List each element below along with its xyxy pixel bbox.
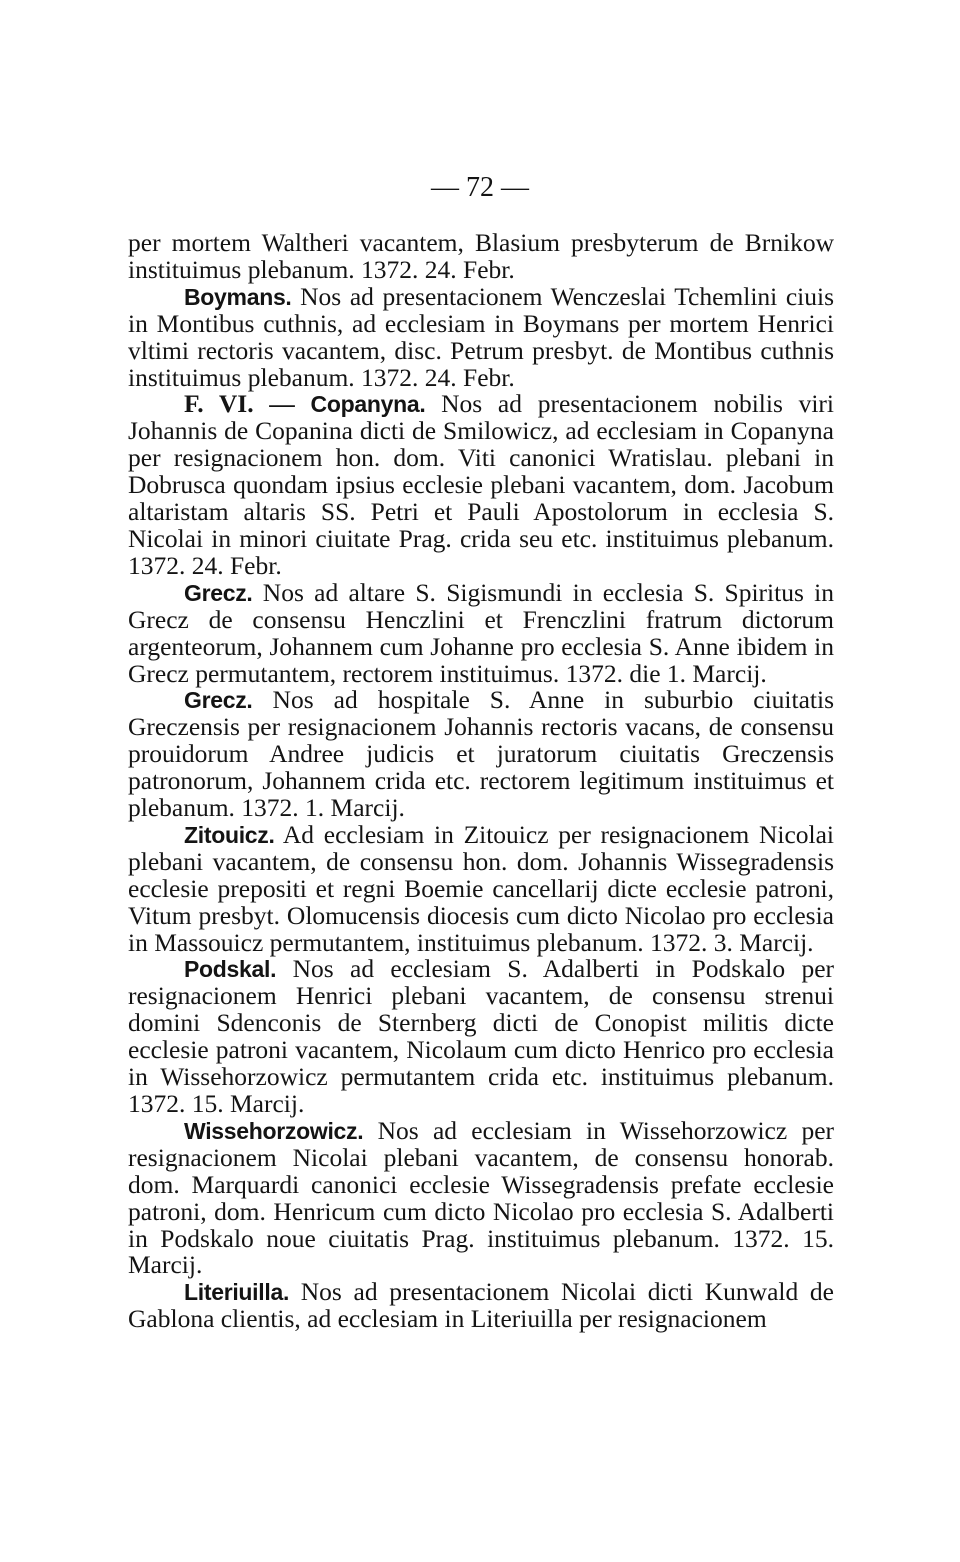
paragraph-text: Nos ad presentacionem nobilis viri Johannis de Copanina dicti de Smilowicz, ad ecclesiam in Copanyna per resignacionem hon. dom. Viti canonici Wratislau. plebani in Dobrusca quondam ipsius ecclesie plebani vacantem, dom. Jacobum altaristam altaris SS. Petri et Pauli Apostolorum in ecclesia S. Nicolai in minori ciuitate Prag. crida seu etc. instituimus plebanum. 1372. 24. Febr. — [128, 389, 834, 580]
paragraph-text: Ad ecclesiam in Zitouicz per resignacionem Nicolai plebani vacantem, de consensu hon. dom. Johannis Wissegradensis ecclesie prepositi et regni Boemie cancellarij dicte ecclesie patroni, Vitum presbyt. Olomucensis diocesis cum dicto Nicolao pro ecclesia in Massouicz permutantem, instituimus plebanum. 1372. 3. Marcij. — [128, 819, 834, 957]
paragraph — [128, 687, 834, 822]
body-text — [128, 230, 834, 1333]
paragraph — [128, 577, 835, 688]
paragraph — [128, 1115, 835, 1280]
entry-heading: Wissehorzowicz. — [184, 1117, 364, 1144]
paragraph-text: Nos ad presentacionem Wenczeslai Tchemlini ciuis in Montibus cuthnis, ad ecclesiam in Boymans per mortem Henrici vltimi rectoris vacantem, disc. Petrum presbyt. de Montibus cuthnis instituimus plebanum. 1372. 24. Febr. — [128, 281, 835, 392]
page-number: — 72 — — [431, 172, 529, 203]
paragraph-text: Nos ad presentacionem Nicolai dicti Kunwald de Gablona clientis, ad ecclesiam in Literiuilla per resignacionem — [128, 1277, 834, 1334]
paragraph-text: Nos ad hospitale S. Anne in suburbio ciuitatis Greczensis per resignacionem Johannis rectoris vacans, de consensu prouidorum Andree judicis et juratorum ciuitatis Greczensis patronorum, Johannem crida etc. rectorem legitimum instituimus et plebanum. 1372. 1. Marcij. — [128, 685, 834, 823]
entry-heading: Grecz. — [184, 687, 253, 714]
entry-heading: Podskal. — [184, 956, 277, 983]
paragraph — [128, 230, 834, 284]
paragraph — [128, 1279, 834, 1333]
paragraph — [128, 819, 834, 957]
entry-heading: Boymans. — [184, 283, 292, 310]
entry-heading: Zitouicz. — [184, 821, 275, 848]
paragraph-text: per mortem Waltheri vacantem, Blasium presbyterum de Brnikow instituimus plebanum. 1372. 24. Febr. — [128, 228, 834, 284]
paragraph — [128, 956, 834, 1117]
paragraph-text: Nos ad ecclesiam in Wissehorzowicz per resignacionem Nicolai plebani vacantem, de consensu honorab. dom. Marquardi canonici ecclesie Wissegradensis prefate ecclesie patroni, dom. Henricum cum dicto Nicolao pro ecclesia S. Adalberti in Podskalo noue ciuitatis Prag. instituimus plebanum. 1372. 15. Marcij. — [128, 1115, 835, 1280]
paragraph-text: Nos ad ecclesiam S. Adalberti in Podskalo per resignacionem Henrici plebani vacantem, de consensu strenui domini Sdenconis de Sternberg dicti de Conopist militis dicte ecclesie patroni vacantem, Nicolaum cum dicto Henrico pro ecclesia in Wissehorzowicz permutantem crida etc. instituimus plebanum. 1372. 15. Marcij. — [128, 954, 835, 1118]
section-marker: F. VI. — — [184, 389, 295, 419]
paragraph — [128, 391, 834, 579]
entry-heading: Copanyna. — [310, 391, 426, 418]
paragraph-text: Nos ad altare S. Sigismundi in ecclesia S. Spiritus in Grecz de consensu Henczlini et Frenczlini fratrum dictorum argenteorum, Johannem cum Johanne pro ecclesia S. Anne ibidem in Grecz permutantem, rectorem instituimus. 1372. die 1. Marcij. — [128, 577, 835, 688]
entry-heading: Grecz. — [184, 579, 253, 606]
paragraph — [128, 281, 835, 392]
entry-heading: Literiuilla. — [184, 1279, 290, 1306]
